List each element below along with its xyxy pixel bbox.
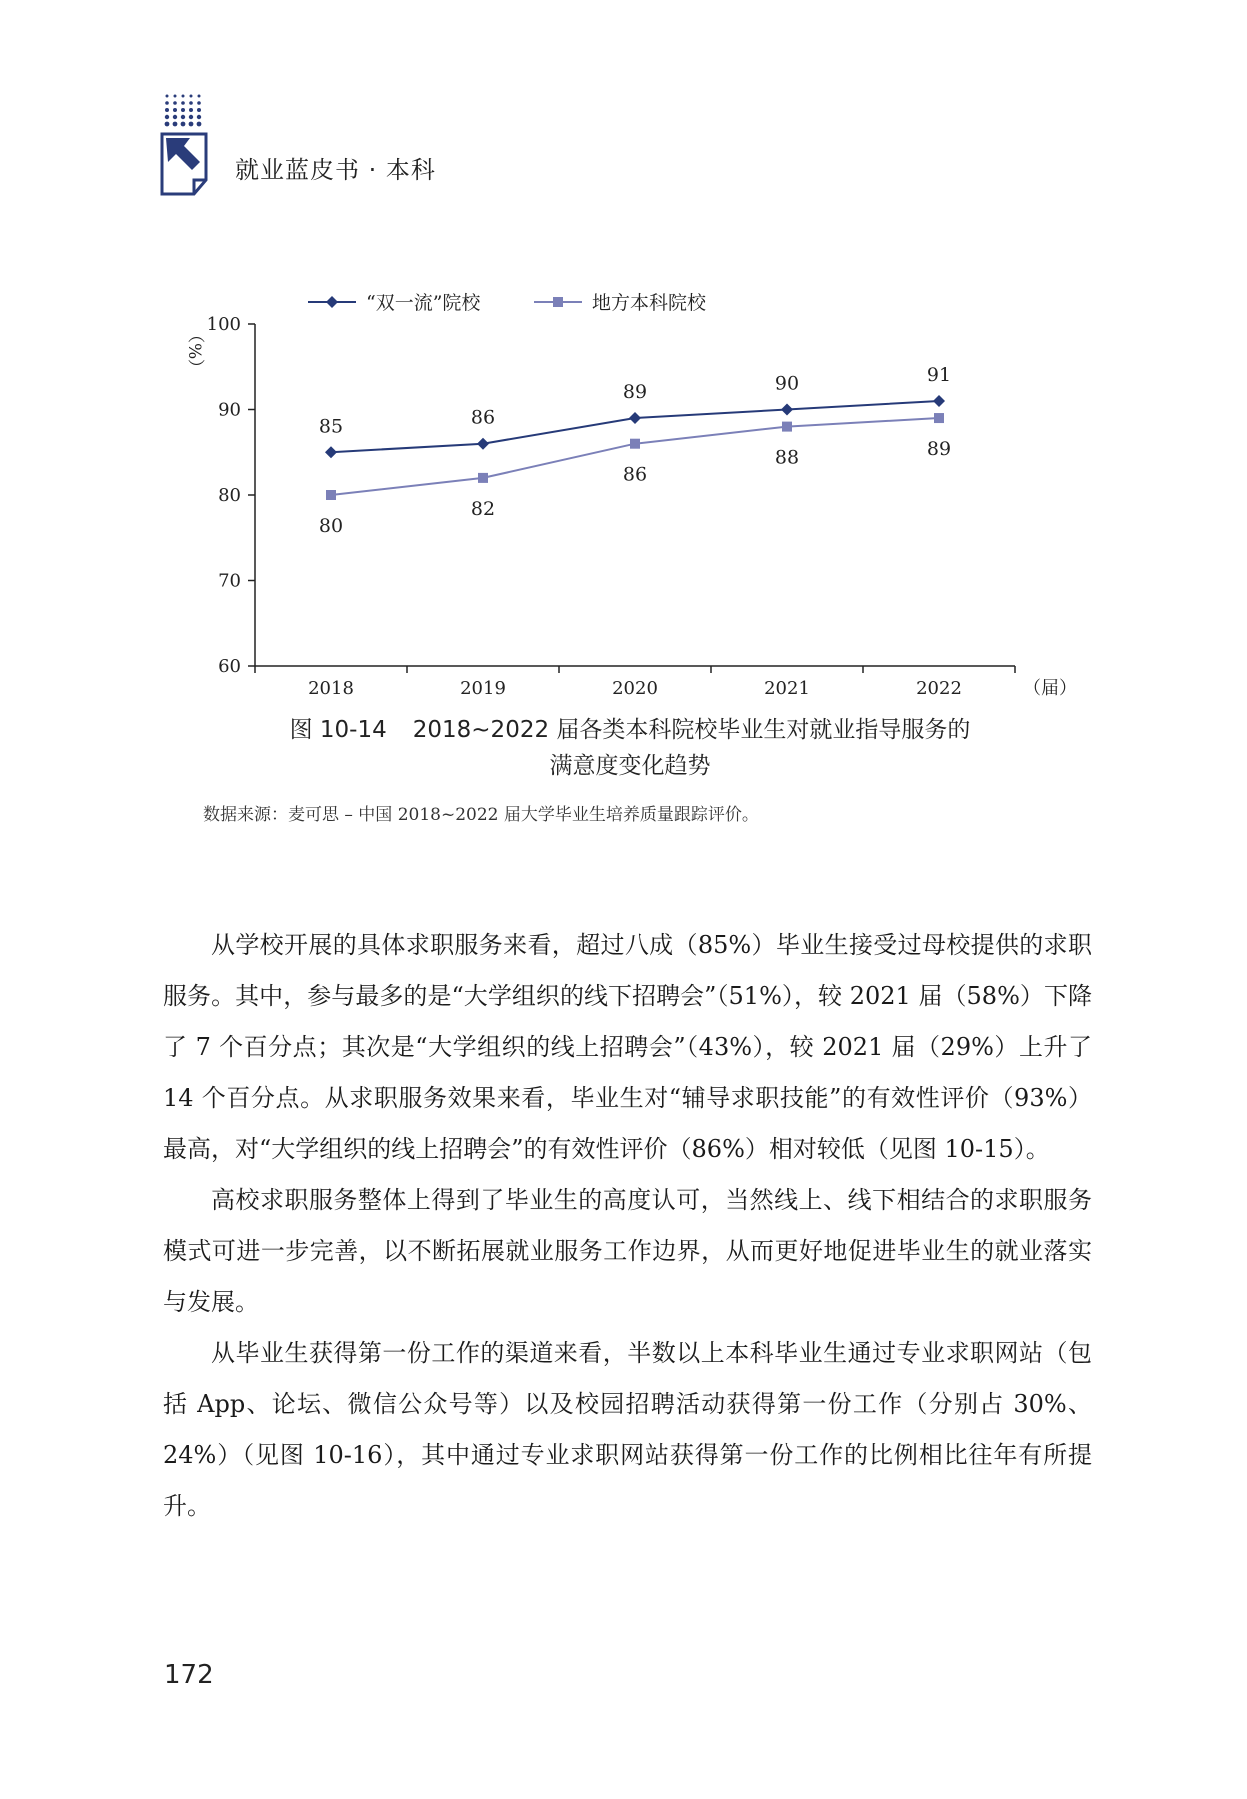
data-label: 86 [622, 463, 648, 486]
y-axis-unit: （%） [184, 326, 204, 377]
data-label: 89 [926, 438, 952, 461]
figure-caption [150, 712, 1110, 784]
series-2-point [326, 490, 336, 500]
data-label: 80 [318, 515, 344, 537]
series-1-point [781, 404, 793, 416]
y-tick-label: 60 [218, 656, 241, 677]
x-tick-label: 2021 [764, 678, 810, 699]
figure-title-line2: 满意度变化趋势 [549, 753, 711, 779]
figure-source-note: 数据来源：麦可思 – 中国 2018~2022 届大学毕业生培养质量跟踪评价。 [203, 805, 759, 825]
series-2-point [782, 422, 792, 432]
series-1-point [933, 395, 945, 407]
series-1-point [325, 446, 337, 458]
y-tick-label: 80 [218, 485, 241, 506]
x-axis-unit: （届） [1023, 678, 1077, 699]
x-tick-label: 2018 [308, 678, 354, 699]
figure-number: 图 10-14 [289, 717, 387, 743]
legend-marker-2 [553, 297, 563, 307]
data-label: 85 [318, 415, 344, 438]
data-label: 82 [470, 497, 496, 520]
legend-label-1: “双一流”院校 [366, 292, 481, 314]
book-corner-icon [160, 88, 220, 200]
series-1-point [629, 412, 641, 424]
x-tick-label: 2022 [916, 678, 962, 699]
legend-label-2: 地方本科院校 [592, 292, 707, 314]
running-header [160, 88, 660, 208]
x-tick-label: 2020 [612, 678, 658, 699]
figure-10-14 [150, 270, 1100, 710]
data-label: 89 [622, 381, 648, 404]
series-1-point [477, 438, 489, 450]
paragraph: 高校求职服务整体上得到了毕业生的高度认可，当然线上、线下相结合的求职服务模式可进一步完善，以不断拓展就业服务工作边界，从而更好地促进毕业生的就业落实与发展。 [163, 1186, 1092, 1316]
legend-marker-1 [326, 296, 338, 308]
y-tick-label: 100 [206, 314, 241, 335]
line-chart [150, 270, 1100, 710]
running-header-title: 就业蓝皮书 · 本科 [235, 156, 436, 184]
data-label: 86 [470, 406, 496, 429]
y-tick-label: 70 [218, 570, 241, 592]
series-2-point [478, 473, 488, 483]
data-label: 91 [926, 363, 952, 386]
paragraph: 从毕业生获得第一份工作的渠道来看，半数以上本科毕业生通过专业求职网站（包括 App、论坛、微信公众号等）以及校园招聘活动获得第一份工作（分别占 30%、24%）（见图 10-16），其中通过专业求职网站获得第一份工作的比例相比往年有所提升。 [163, 1339, 1092, 1520]
paragraph: 从学校开展的具体求职服务来看，超过八成（85%）毕业生接受过母校提供的求职服务。其中，参与最多的是“大学组织的线下招聘会”（51%），较 2021 届（58%）下降了 7 个百分点；其次是“大学组织的线上招聘会”（43%），较 2021 届（29%）上升了 14 个百分点。从求职服务效果来看，毕业生对“辅导求职技能”的有效性评价（93%）最高，对“大学组织的线上招聘会”的有效性评价（86%）相对较低（见图 10-15）。 [163, 931, 1092, 1163]
page-number: 172 [164, 1660, 214, 1690]
figure-title-line1: 2018~2022 届各类本科院校毕业生对就业指导服务的 [412, 717, 971, 743]
data-label: 88 [774, 446, 800, 469]
y-tick-label: 90 [218, 399, 241, 421]
series-2-point [630, 439, 640, 449]
series-2-point [934, 413, 944, 423]
x-tick-label: 2019 [460, 678, 506, 699]
data-label: 90 [774, 372, 800, 395]
body-text [163, 920, 1092, 1532]
